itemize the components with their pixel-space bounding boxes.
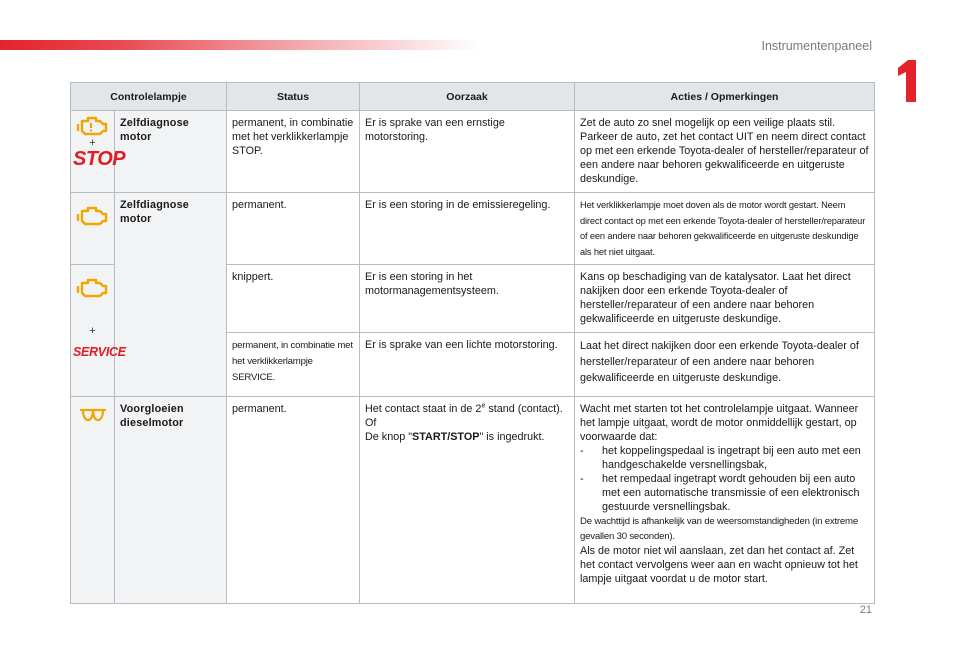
column-header-actions: Acties / Opmerkingen [575, 83, 875, 111]
section-title: Instrumentenpaneel [761, 39, 872, 53]
warning-light-name: Zelfdiagnose motor [115, 193, 227, 397]
stop-icon: STOP [73, 148, 126, 170]
cause-cell: Er is sprake van een lichte motorstoring. [360, 333, 575, 397]
warning-light-name: Voorgloeien dieselmotor [115, 397, 227, 604]
table-row [71, 397, 875, 604]
plus-sign: + [89, 325, 96, 337]
actions-cell: Laat het direct nakijken door een erkende Toyota-dealer of hersteller/reparateur of een andere naar behoren gekwalificeerde en uitgeruste deskundige. [575, 333, 875, 397]
engine-warning-icon [76, 115, 110, 137]
status-cell: permanent, in combinatie met het verklikkerlampje SERVICE. [227, 333, 360, 397]
column-header-cause: Oorzaak [360, 83, 575, 111]
icon-cell [71, 265, 126, 397]
actions-cell [575, 397, 875, 604]
column-header-warning-light: Controlelampje [71, 83, 227, 111]
list-item [580, 444, 869, 472]
warning-light-name: Zelfdiagnose motor [115, 111, 227, 193]
icon-cell [71, 397, 115, 604]
cause-line-pre: De knop " [365, 431, 413, 443]
cause-line-end: stand (contact). [485, 403, 563, 415]
plus-sign: + [89, 137, 96, 149]
cause-cell: Er is sprake van een ernstige motorstoring. [360, 111, 575, 193]
list-item [580, 472, 869, 514]
bullet-text: het rempedaal ingetrapt wordt gehouden bij een auto met een automatische transmissie of een elektronisch gestuurde versnellingsbak. [602, 473, 860, 513]
cause-cell: Er is een storing in de emissieregeling. [360, 193, 575, 265]
cause-line: Het contact staat in de 2 [365, 403, 482, 415]
page-number: 21 [859, 604, 872, 616]
ordinal-suffix: e [481, 402, 486, 410]
bullet-dash: - [580, 473, 584, 485]
header-accent-bar [0, 40, 480, 50]
service-icon: SERVICE [73, 345, 126, 359]
icon-cell [71, 111, 126, 193]
actions-note: De wachttijd is afhankelijk van de weersomstandigheden (in extreme gevallen 30 seconden). [580, 516, 858, 542]
status-cell: permanent, in combinatie met het verklikkerlampje STOP. [227, 111, 360, 193]
warning-lights-table [70, 82, 874, 604]
chapter-number-one [896, 58, 918, 102]
cause-line-post: " is ingedrukt. [479, 431, 545, 443]
actions-cell: Het verklikkerlampje moet doven als de motor wordt gestart. Neem direct contact op met een erkende Toyota-dealer of hersteller/reparateur of een andere naar behoren gekwalificeerde en uitgeruste deskundige als het niet uitgaat. [575, 193, 875, 265]
icon-cell [71, 193, 115, 265]
status-cell: knippert. [227, 265, 360, 333]
bullet-text: het koppelingspedaal is ingetrapt bij een auto met een handgeschakelde versnellingsbak, [602, 445, 861, 471]
cause-or: Of [365, 417, 377, 429]
cause-cell [360, 397, 575, 604]
status-cell: permanent. [227, 193, 360, 265]
table-header-row [71, 83, 875, 111]
glow-plug-icon [80, 407, 106, 423]
column-header-status: Status [227, 83, 360, 111]
engine-warning-icon [76, 205, 110, 227]
engine-warning-icon [76, 277, 110, 299]
actions-cell: Zet de auto zo snel mogelijk op een veilige plaats stil. Parkeer de auto, zet het contact UIT en neem direct contact op met een erkende Toyota-dealer of hersteller/reparateur of een andere naar behoren gekwalificeerde en uitgeruste deskundige. [575, 111, 875, 193]
cause-cell: Er is een storing in het motormanagementsysteem. [360, 265, 575, 333]
actions-outro: Als de motor niet wil aanslaan, zet dan het contact af. Zet het contact vervolgens weer aan en wacht opnieuw tot het lampje uitgaat voordat u de motor start. [580, 545, 858, 585]
actions-intro: Wacht met starten tot het controlelampje uitgaat. Wanneer het lampje uitgaat, wordt de motor onmiddellijk gestart, op voorwaarde dat: [580, 403, 859, 443]
table-row [71, 111, 875, 193]
status-cell: permanent. [227, 397, 360, 604]
bullet-dash: - [580, 445, 584, 457]
actions-cell: Kans op beschadiging van de katalysator. Laat het direct nakijken door een erkende Toyota-dealer of hersteller/reparateur of een andere naar behoren gekwalificeerde en uitgeruste deskundige. [575, 265, 875, 333]
table-row [71, 193, 875, 265]
start-stop-button-label: START/STOP [412, 431, 480, 443]
